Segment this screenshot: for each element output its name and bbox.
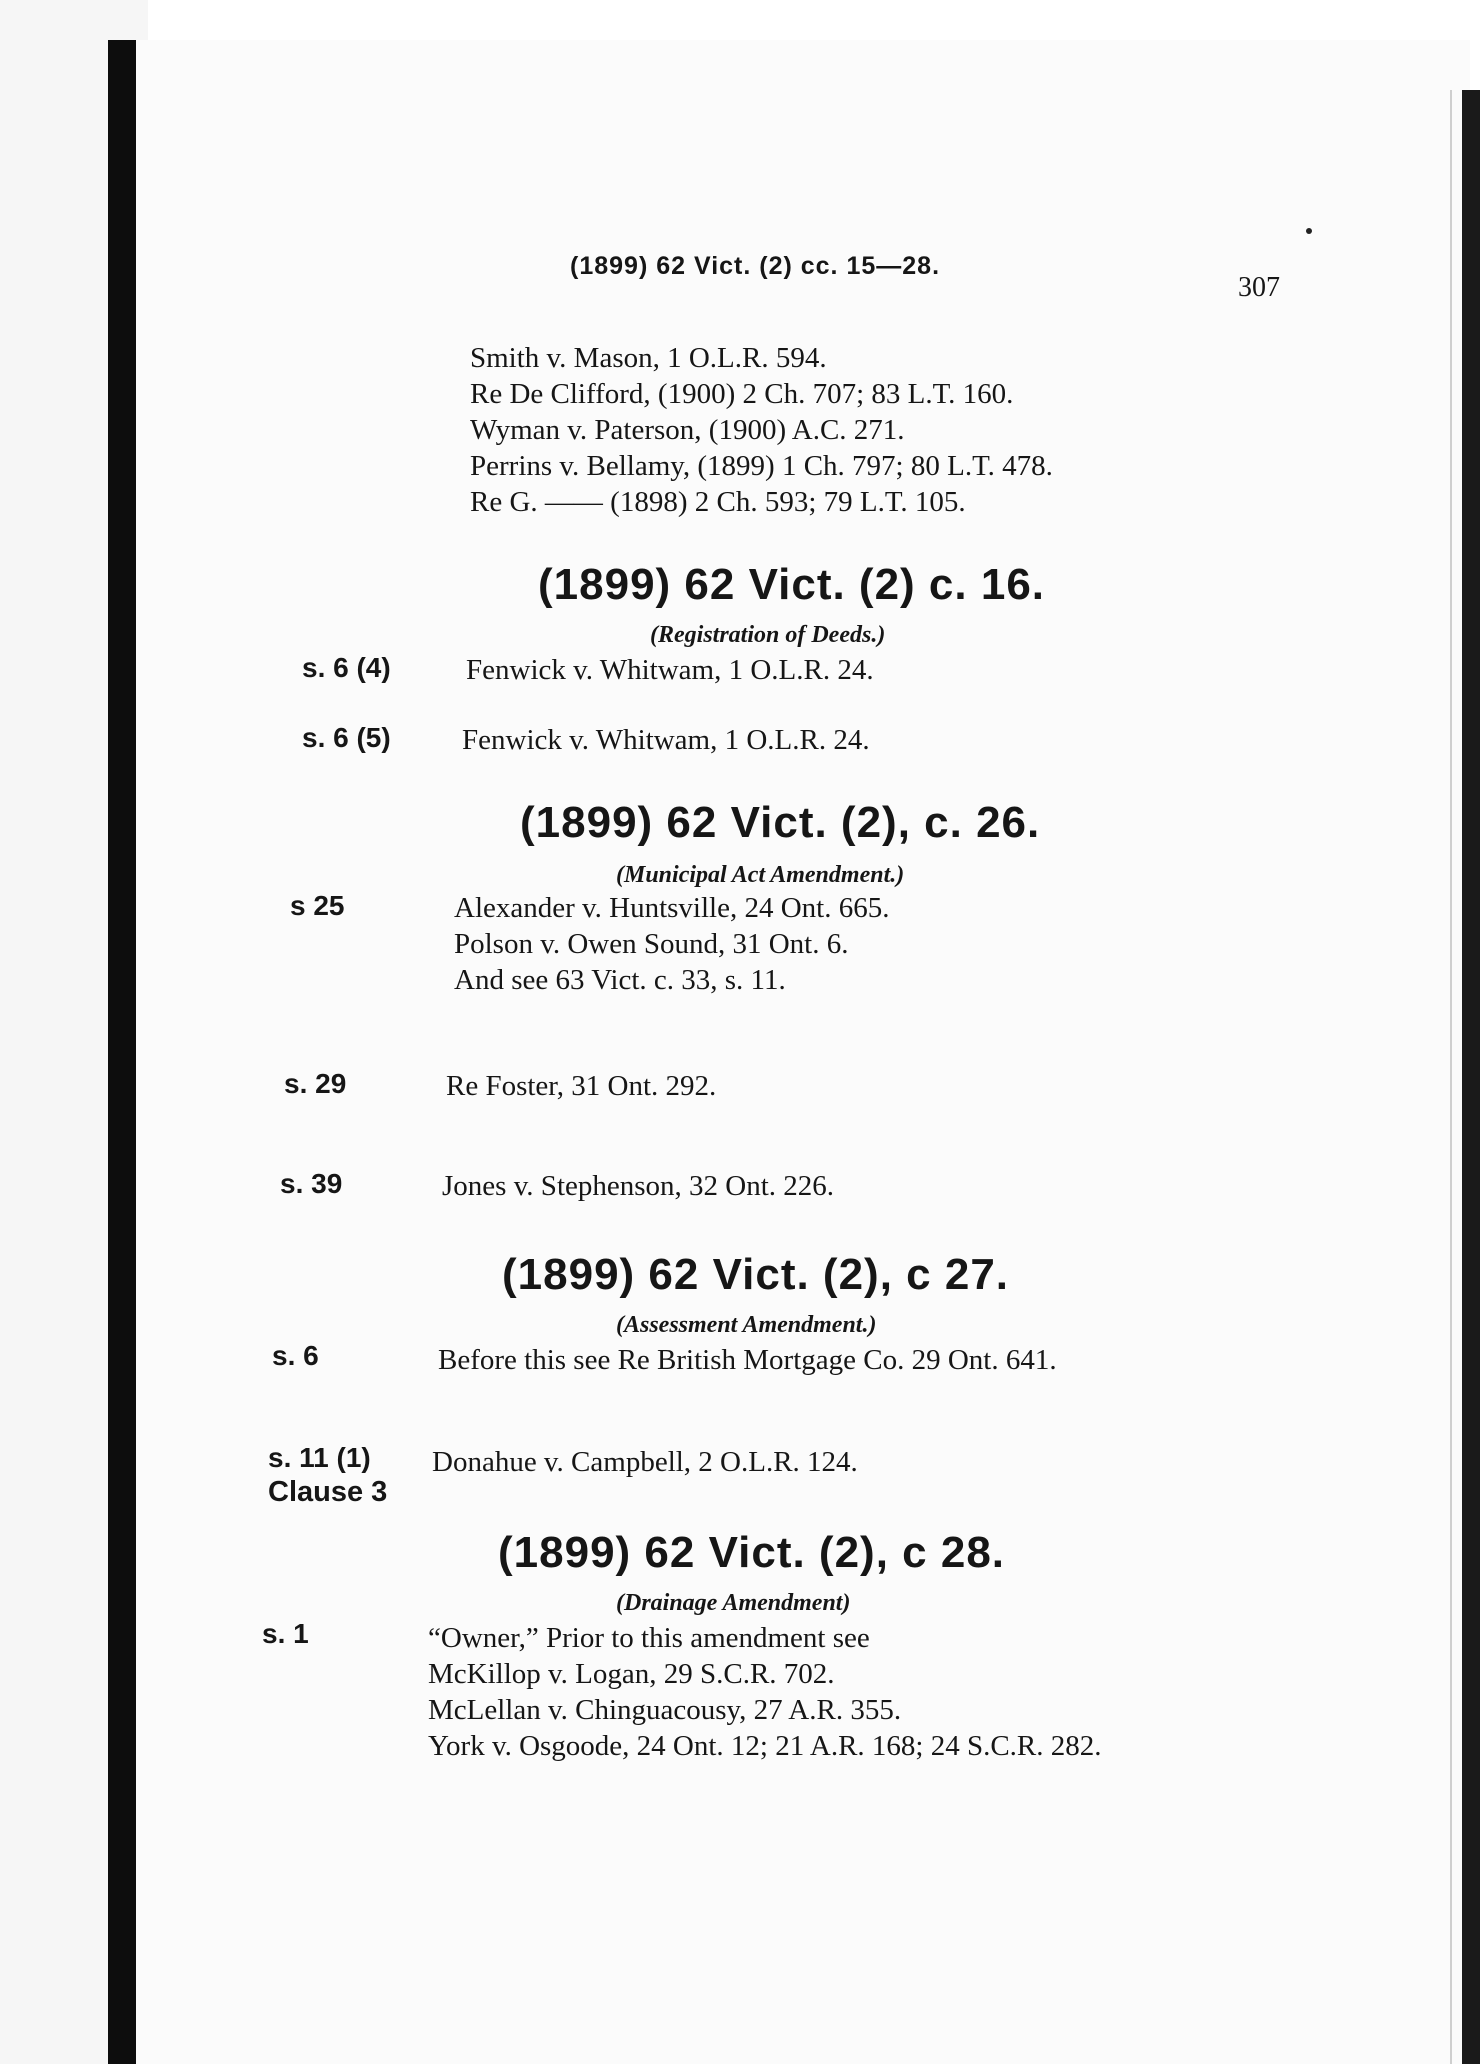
act-heading: (1899) 62 Vict. (2) c. 16. bbox=[538, 560, 1046, 609]
section-label: s. 11 (1) bbox=[268, 1442, 371, 1473]
section-label: s. 6 bbox=[272, 1340, 319, 1371]
ink-speck bbox=[1306, 228, 1312, 234]
section-label: s. 39 bbox=[280, 1168, 343, 1199]
case-citation: Fenwick v. Whitwam, 1 O.L.R. 24. bbox=[462, 724, 870, 756]
case-citation: Re De Clifford, (1900) 2 Ch. 707; 83 L.T. 160. bbox=[470, 378, 1014, 410]
section-label: s. 1 bbox=[262, 1618, 309, 1649]
book-gutter bbox=[108, 40, 136, 2064]
act-heading: (1899) 62 Vict. (2), c 28. bbox=[498, 1528, 1006, 1577]
act-heading: (1899) 62 Vict. (2), c 27. bbox=[502, 1250, 1010, 1299]
act-subtitle: (Assessment Amendment.) bbox=[616, 1312, 877, 1338]
section-label: s. 6 (4) bbox=[302, 652, 391, 683]
case-citation: Re G. —— (1898) 2 Ch. 593; 79 L.T. 105. bbox=[470, 486, 966, 518]
case-citation: Smith v. Mason, 1 O.L.R. 594. bbox=[470, 342, 827, 374]
case-citation: McKillop v. Logan, 29 S.C.R. 702. bbox=[428, 1658, 835, 1690]
case-citation: Perrins v. Bellamy, (1899) 1 Ch. 797; 80 L.T. 478. bbox=[470, 450, 1053, 482]
section-label: s. 6 (5) bbox=[302, 722, 391, 753]
case-citation: McLellan v. Chinguacousy, 27 A.R. 355. bbox=[428, 1694, 902, 1726]
clause-label: Clause 3 bbox=[268, 1476, 388, 1508]
act-subtitle: (Municipal Act Amendment.) bbox=[616, 862, 905, 888]
case-citation: Wyman v. Paterson, (1900) A.C. 271. bbox=[470, 414, 905, 446]
running-head: (1899) 62 Vict. (2) cc. 15—28. bbox=[570, 252, 941, 280]
page-edge-line bbox=[1450, 90, 1452, 2064]
right-page-border bbox=[1462, 90, 1480, 2064]
section-label: s 25 bbox=[290, 890, 345, 921]
case-citation: Polson v. Owen Sound, 31 Ont. 6. bbox=[454, 928, 849, 960]
act-heading: (1899) 62 Vict. (2), c. 26. bbox=[520, 798, 1041, 847]
case-citation: Fenwick v. Whitwam, 1 O.L.R. 24. bbox=[466, 654, 874, 686]
section-label: s. 29 bbox=[284, 1068, 347, 1099]
case-citation: York v. Osgoode, 24 Ont. 12; 21 A.R. 168; 24 S.C.R. 282. bbox=[428, 1730, 1102, 1762]
act-subtitle: (Drainage Amendment) bbox=[616, 1590, 851, 1616]
page-number: 307 bbox=[1238, 272, 1280, 303]
case-citation: And see 63 Vict. c. 33, s. 11. bbox=[454, 964, 786, 996]
case-citation: Alexander v. Huntsville, 24 Ont. 665. bbox=[454, 892, 890, 924]
case-citation: “Owner,” Prior to this amendment see bbox=[428, 1622, 870, 1654]
case-citation: Jones v. Stephenson, 32 Ont. 226. bbox=[442, 1170, 835, 1202]
case-citation: Before this see Re British Mortgage Co. 29 Ont. 641. bbox=[438, 1344, 1057, 1376]
case-citation: Re Foster, 31 Ont. 292. bbox=[446, 1070, 717, 1102]
case-citation: Donahue v. Campbell, 2 O.L.R. 124. bbox=[432, 1446, 858, 1478]
act-subtitle: (Registration of Deeds.) bbox=[650, 622, 886, 648]
